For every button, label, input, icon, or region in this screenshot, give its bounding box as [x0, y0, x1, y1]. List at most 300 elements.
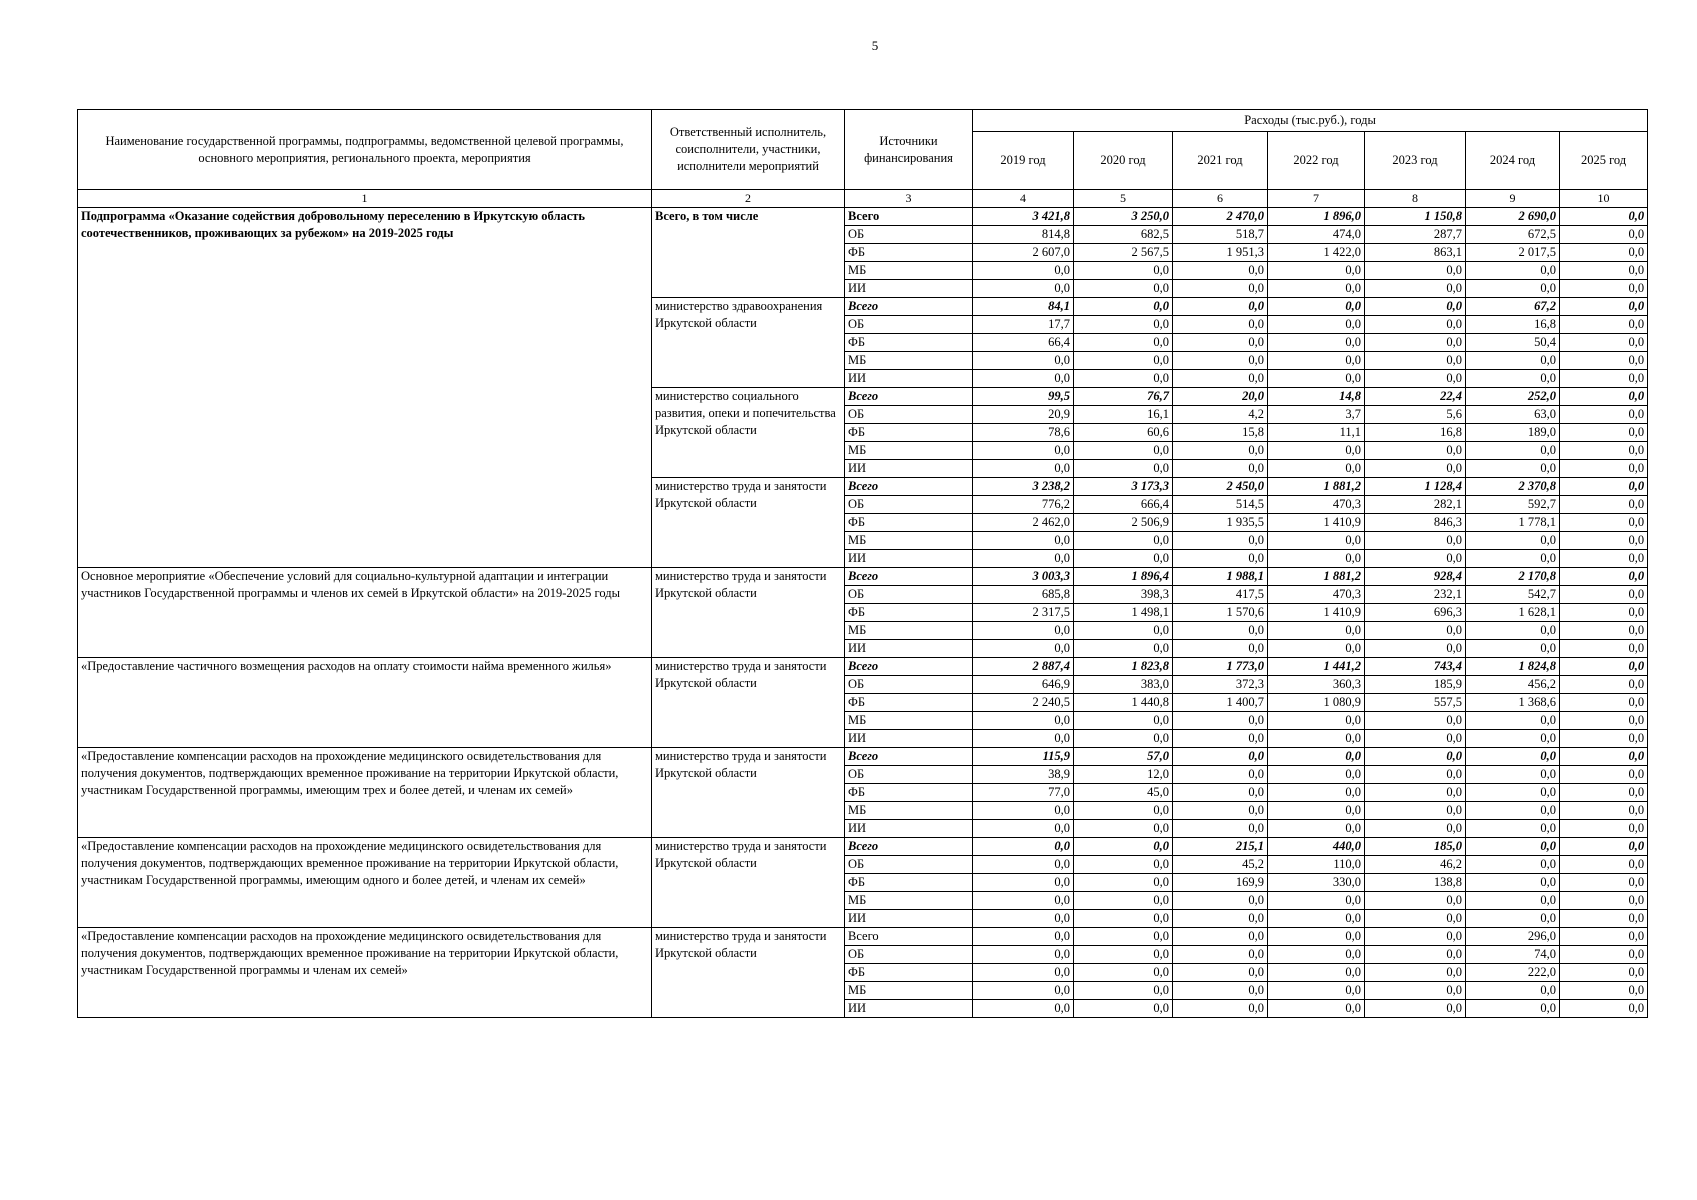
expense-value-cell: 2 887,4 [973, 658, 1074, 676]
expense-value-cell: 1 441,2 [1268, 658, 1365, 676]
funding-source-cell: МБ [845, 982, 973, 1000]
expense-value-cell: 0,0 [1466, 370, 1560, 388]
expense-value-cell: 0,0 [1365, 370, 1466, 388]
funding-source-cell: МБ [845, 262, 973, 280]
expense-value-cell: 682,5 [1074, 226, 1173, 244]
expense-value-cell: 0,0 [1560, 316, 1648, 334]
expense-value-cell: 0,0 [973, 442, 1074, 460]
expense-value-cell: 0,0 [1466, 802, 1560, 820]
expense-value-cell: 1 935,5 [1173, 514, 1268, 532]
funding-source-cell: Всего [845, 928, 973, 946]
expense-value-cell: 0,0 [1074, 640, 1173, 658]
expense-value-cell: 0,0 [1365, 532, 1466, 550]
header-column-number: 7 [1268, 190, 1365, 208]
expense-value-cell: 0,0 [1268, 910, 1365, 928]
expense-value-cell: 0,0 [1173, 640, 1268, 658]
expense-value-cell: 2 567,5 [1074, 244, 1173, 262]
expense-value-cell: 0,0 [1173, 532, 1268, 550]
expense-value-cell: 16,8 [1365, 424, 1466, 442]
expense-value-cell: 0,0 [1074, 280, 1173, 298]
expense-value-cell: 1 080,9 [1268, 694, 1365, 712]
expense-value-cell: 440,0 [1268, 838, 1365, 856]
header-expenses: Расходы (тыс.руб.), годы [973, 110, 1648, 132]
program-name-cell: «Предоставление компенсации расходов на прохождение медицинского освидетельствования для получения документов, подтверждающих временное проживание на территории Иркутской области, участникам Государственной программы и членам их семей» [78, 928, 652, 1018]
expense-value-cell: 0,0 [1173, 442, 1268, 460]
expense-value-cell: 0,0 [1466, 874, 1560, 892]
expense-value-cell: 84,1 [973, 298, 1074, 316]
expense-value-cell: 0,0 [1074, 352, 1173, 370]
expense-value-cell: 0,0 [1074, 820, 1173, 838]
expense-value-cell: 0,0 [1268, 1000, 1365, 1018]
expense-value-cell: 0,0 [1173, 550, 1268, 568]
expense-value-cell: 0,0 [1365, 550, 1466, 568]
funding-source-cell: Всего [845, 478, 973, 496]
table-row [78, 658, 1648, 676]
expense-value-cell: 0,0 [1560, 406, 1648, 424]
executor-cell: министерство труда и занятости Иркутской области [652, 568, 845, 658]
expense-value-cell: 0,0 [1173, 928, 1268, 946]
expense-value-cell: 360,3 [1268, 676, 1365, 694]
expense-value-cell: 0,0 [1560, 802, 1648, 820]
funding-source-cell: ИИ [845, 730, 973, 748]
funding-source-cell: ИИ [845, 820, 973, 838]
funding-source-cell: МБ [845, 442, 973, 460]
expense-value-cell: 0,0 [1365, 316, 1466, 334]
expense-value-cell: 0,0 [1466, 910, 1560, 928]
expense-value-cell: 0,0 [1560, 604, 1648, 622]
expense-value-cell: 0,0 [1560, 478, 1648, 496]
expense-value-cell: 4,2 [1173, 406, 1268, 424]
expense-value-cell: 0,0 [1365, 784, 1466, 802]
expense-value-cell: 20,0 [1173, 388, 1268, 406]
expense-value-cell: 0,0 [973, 964, 1074, 982]
expense-value-cell: 115,9 [973, 748, 1074, 766]
table-row [78, 568, 1648, 586]
expense-value-cell: 3,7 [1268, 406, 1365, 424]
expense-value-cell: 185,9 [1365, 676, 1466, 694]
expense-value-cell: 22,4 [1365, 388, 1466, 406]
expense-value-cell: 1 128,4 [1365, 478, 1466, 496]
expense-value-cell: 0,0 [1466, 748, 1560, 766]
expense-value-cell: 0,0 [1173, 820, 1268, 838]
expense-value-cell: 17,7 [973, 316, 1074, 334]
expense-value-cell: 45,0 [1074, 784, 1173, 802]
expense-value-cell: 0,0 [1560, 226, 1648, 244]
expense-value-cell: 0,0 [1365, 298, 1466, 316]
expense-value-cell: 666,4 [1074, 496, 1173, 514]
expense-value-cell: 542,7 [1466, 586, 1560, 604]
expense-value-cell: 1 628,1 [1466, 604, 1560, 622]
expense-value-cell: 0,0 [1173, 1000, 1268, 1018]
expense-value-cell: 0,0 [1365, 730, 1466, 748]
expense-value-cell: 0,0 [1268, 982, 1365, 1000]
funding-source-cell: ФБ [845, 784, 973, 802]
header-year: 2021 год [1173, 132, 1268, 190]
expense-value-cell: 2 240,5 [973, 694, 1074, 712]
expense-value-cell: 0,0 [1560, 388, 1648, 406]
expense-value-cell: 0,0 [1560, 910, 1648, 928]
expense-value-cell: 696,3 [1365, 604, 1466, 622]
expense-value-cell: 2 170,8 [1466, 568, 1560, 586]
expense-value-cell: 470,3 [1268, 496, 1365, 514]
expense-value-cell: 672,5 [1466, 226, 1560, 244]
expense-value-cell: 0,0 [1560, 208, 1648, 226]
expense-value-cell: 3 250,0 [1074, 208, 1173, 226]
expense-value-cell: 222,0 [1466, 964, 1560, 982]
expense-value-cell: 2 450,0 [1173, 478, 1268, 496]
funding-source-cell: ФБ [845, 604, 973, 622]
expense-value-cell: 14,8 [1268, 388, 1365, 406]
expense-value-cell: 0,0 [1074, 712, 1173, 730]
expense-value-cell: 282,1 [1365, 496, 1466, 514]
expense-value-cell: 0,0 [1173, 784, 1268, 802]
expense-value-cell: 99,5 [973, 388, 1074, 406]
expense-value-cell: 12,0 [1074, 766, 1173, 784]
expense-value-cell: 456,2 [1466, 676, 1560, 694]
expense-value-cell: 0,0 [1466, 820, 1560, 838]
expense-value-cell: 67,2 [1466, 298, 1560, 316]
expense-value-cell: 0,0 [1173, 892, 1268, 910]
expense-value-cell: 0,0 [1466, 838, 1560, 856]
table-row [78, 748, 1648, 766]
expense-value-cell: 138,8 [1365, 874, 1466, 892]
funding-source-cell: ОБ [845, 586, 973, 604]
expense-value-cell: 0,0 [1173, 460, 1268, 478]
expense-value-cell: 1 150,8 [1365, 208, 1466, 226]
funding-source-cell: ОБ [845, 496, 973, 514]
expense-value-cell: 2 462,0 [973, 514, 1074, 532]
expense-value-cell: 0,0 [1466, 280, 1560, 298]
expense-value-cell: 0,0 [1466, 730, 1560, 748]
funding-source-cell: МБ [845, 802, 973, 820]
expense-value-cell: 557,5 [1365, 694, 1466, 712]
expense-value-cell: 0,0 [1173, 730, 1268, 748]
header-column-number: 1 [78, 190, 652, 208]
expense-value-cell: 0,0 [1560, 784, 1648, 802]
expense-value-cell: 0,0 [1074, 460, 1173, 478]
expense-value-cell: 0,0 [1268, 640, 1365, 658]
funding-source-cell: Всего [845, 388, 973, 406]
expense-value-cell: 1 951,3 [1173, 244, 1268, 262]
funding-source-cell: ИИ [845, 640, 973, 658]
expense-value-cell: 0,0 [1560, 298, 1648, 316]
expense-value-cell: 1 778,1 [1466, 514, 1560, 532]
expense-value-cell: 287,7 [1365, 226, 1466, 244]
expense-value-cell: 0,0 [1268, 352, 1365, 370]
expense-value-cell: 38,9 [973, 766, 1074, 784]
expense-value-cell: 0,0 [1560, 676, 1648, 694]
expense-value-cell: 0,0 [1560, 838, 1648, 856]
funding-source-cell: ИИ [845, 280, 973, 298]
expense-value-cell: 1 368,6 [1466, 694, 1560, 712]
expense-value-cell: 0,0 [1560, 280, 1648, 298]
header-column-number: 2 [652, 190, 845, 208]
expense-value-cell: 0,0 [973, 550, 1074, 568]
expense-value-cell: 0,0 [1268, 946, 1365, 964]
expense-value-cell: 1 570,6 [1173, 604, 1268, 622]
expense-value-cell: 0,0 [1560, 244, 1648, 262]
expense-value-cell: 0,0 [1268, 442, 1365, 460]
expense-value-cell: 0,0 [1074, 730, 1173, 748]
expense-value-cell: 0,0 [973, 946, 1074, 964]
expense-value-cell: 0,0 [973, 712, 1074, 730]
funding-source-cell: ФБ [845, 874, 973, 892]
expense-value-cell: 0,0 [1173, 964, 1268, 982]
expense-value-cell: 0,0 [1560, 946, 1648, 964]
expense-value-cell: 0,0 [1074, 370, 1173, 388]
expense-value-cell: 0,0 [1173, 910, 1268, 928]
expense-value-cell: 0,0 [1560, 496, 1648, 514]
expense-value-cell: 0,0 [1466, 712, 1560, 730]
expense-value-cell: 232,1 [1365, 586, 1466, 604]
expense-value-cell: 0,0 [1365, 748, 1466, 766]
expense-value-cell: 0,0 [1365, 928, 1466, 946]
expense-value-cell: 0,0 [1466, 982, 1560, 1000]
expense-value-cell: 0,0 [973, 856, 1074, 874]
expense-value-cell: 1 400,7 [1173, 694, 1268, 712]
funding-source-cell: Всего [845, 658, 973, 676]
expense-value-cell: 1 422,0 [1268, 244, 1365, 262]
expense-value-cell: 0,0 [1560, 568, 1648, 586]
expense-value-cell: 2 317,5 [973, 604, 1074, 622]
header-column-number: 8 [1365, 190, 1466, 208]
executor-cell: министерство труда и занятости Иркутской области [652, 748, 845, 838]
executor-cell: Всего, в том числе [652, 208, 845, 298]
expense-value-cell: 0,0 [973, 820, 1074, 838]
header-column-number: 10 [1560, 190, 1648, 208]
expense-value-cell: 0,0 [1268, 892, 1365, 910]
program-name-cell: «Предоставление частичного возмещения расходов на оплату стоимости найма временного жилья» [78, 658, 652, 748]
expense-value-cell: 0,0 [1365, 442, 1466, 460]
header-year: 2020 год [1074, 132, 1173, 190]
expense-value-cell: 0,0 [1365, 460, 1466, 478]
expense-value-cell: 0,0 [1074, 550, 1173, 568]
funding-source-cell: ФБ [845, 694, 973, 712]
expense-value-cell: 0,0 [1365, 712, 1466, 730]
expense-value-cell: 0,0 [1560, 640, 1648, 658]
expense-value-cell: 0,0 [1268, 460, 1365, 478]
expense-value-cell: 0,0 [1074, 532, 1173, 550]
expense-value-cell: 470,3 [1268, 586, 1365, 604]
header-column-number: 9 [1466, 190, 1560, 208]
expense-value-cell: 0,0 [1268, 748, 1365, 766]
expense-value-cell: 0,0 [973, 640, 1074, 658]
expense-value-cell: 0,0 [1268, 334, 1365, 352]
expense-value-cell: 3 003,3 [973, 568, 1074, 586]
expense-value-cell: 0,0 [1074, 802, 1173, 820]
expense-value-cell: 296,0 [1466, 928, 1560, 946]
expense-value-cell: 0,0 [1268, 262, 1365, 280]
expense-value-cell: 0,0 [1173, 982, 1268, 1000]
expense-value-cell: 1 896,0 [1268, 208, 1365, 226]
expense-value-cell: 0,0 [1560, 982, 1648, 1000]
expense-value-cell: 0,0 [1173, 766, 1268, 784]
expense-value-cell: 1 410,9 [1268, 514, 1365, 532]
expense-value-cell: 0,0 [973, 370, 1074, 388]
funding-source-cell: ФБ [845, 244, 973, 262]
expense-value-cell: 0,0 [1560, 586, 1648, 604]
table-row [78, 838, 1648, 856]
funding-source-cell: ИИ [845, 550, 973, 568]
funding-source-cell: ФБ [845, 514, 973, 532]
expense-value-cell: 0,0 [1365, 622, 1466, 640]
funding-source-cell: ОБ [845, 226, 973, 244]
expense-value-cell: 846,3 [1365, 514, 1466, 532]
expense-value-cell: 0,0 [973, 874, 1074, 892]
expense-value-cell: 0,0 [1268, 316, 1365, 334]
expense-value-cell: 0,0 [1173, 334, 1268, 352]
expense-value-cell: 0,0 [1365, 820, 1466, 838]
expense-value-cell: 189,0 [1466, 424, 1560, 442]
funding-source-cell: ФБ [845, 334, 973, 352]
expense-value-cell: 0,0 [1365, 280, 1466, 298]
expense-value-cell: 417,5 [1173, 586, 1268, 604]
expense-value-cell: 0,0 [1466, 442, 1560, 460]
expense-value-cell: 0,0 [1466, 892, 1560, 910]
expense-value-cell: 1 881,2 [1268, 478, 1365, 496]
expense-value-cell: 0,0 [1268, 712, 1365, 730]
expense-value-cell: 1 988,1 [1173, 568, 1268, 586]
expense-value-cell: 0,0 [1560, 514, 1648, 532]
funding-source-cell: ИИ [845, 910, 973, 928]
expense-value-cell: 77,0 [973, 784, 1074, 802]
expense-value-cell: 0,0 [973, 928, 1074, 946]
expense-value-cell: 0,0 [1560, 334, 1648, 352]
expense-value-cell: 0,0 [1365, 352, 1466, 370]
expense-value-cell: 0,0 [1173, 352, 1268, 370]
expense-value-cell: 74,0 [1466, 946, 1560, 964]
funding-source-cell: ОБ [845, 946, 973, 964]
expense-value-cell: 45,2 [1173, 856, 1268, 874]
funding-source-cell: Всего [845, 748, 973, 766]
expense-value-cell: 3 238,2 [973, 478, 1074, 496]
expense-value-cell: 0,0 [1268, 280, 1365, 298]
expense-value-cell: 46,2 [1365, 856, 1466, 874]
expense-value-cell: 0,0 [1268, 820, 1365, 838]
expense-value-cell: 15,8 [1173, 424, 1268, 442]
program-name-cell: «Предоставление компенсации расходов на прохождение медицинского освидетельствования для получения документов, подтверждающих временное проживание на территории Иркутской области, участникам Государственной программы, имеющим одного и более детей, и членам их семей» [78, 838, 652, 928]
expense-value-cell: 0,0 [1560, 370, 1648, 388]
expense-value-cell: 0,0 [1268, 550, 1365, 568]
expense-value-cell: 776,2 [973, 496, 1074, 514]
expense-value-cell: 0,0 [1365, 964, 1466, 982]
expense-value-cell: 743,4 [1365, 658, 1466, 676]
expense-value-cell: 646,9 [973, 676, 1074, 694]
expense-value-cell: 518,7 [1173, 226, 1268, 244]
expense-value-cell: 0,0 [1268, 928, 1365, 946]
expense-value-cell: 0,0 [1560, 748, 1648, 766]
expense-value-cell: 0,0 [1365, 910, 1466, 928]
expense-value-cell: 0,0 [973, 730, 1074, 748]
expense-value-cell: 1 498,1 [1074, 604, 1173, 622]
expense-value-cell: 0,0 [1173, 298, 1268, 316]
funding-source-cell: ФБ [845, 964, 973, 982]
expense-value-cell: 0,0 [973, 802, 1074, 820]
expense-value-cell: 76,7 [1074, 388, 1173, 406]
expense-value-cell: 0,0 [1560, 262, 1648, 280]
funding-source-cell: Всего [845, 568, 973, 586]
expense-value-cell: 0,0 [973, 838, 1074, 856]
expense-value-cell: 0,0 [1268, 730, 1365, 748]
expense-value-cell: 592,7 [1466, 496, 1560, 514]
expense-value-cell: 0,0 [1466, 784, 1560, 802]
expense-value-cell: 11,1 [1268, 424, 1365, 442]
funding-source-cell: ОБ [845, 766, 973, 784]
expense-value-cell: 2 690,0 [1466, 208, 1560, 226]
expense-value-cell: 1 410,9 [1268, 604, 1365, 622]
expense-value-cell: 0,0 [1173, 622, 1268, 640]
expense-value-cell: 0,0 [973, 280, 1074, 298]
expense-value-cell: 2 017,5 [1466, 244, 1560, 262]
expense-value-cell: 0,0 [1074, 874, 1173, 892]
header-column-number: 5 [1074, 190, 1173, 208]
expense-value-cell: 0,0 [1365, 946, 1466, 964]
expense-value-cell: 0,0 [1466, 622, 1560, 640]
expense-value-cell: 0,0 [1466, 550, 1560, 568]
expense-value-cell: 0,0 [1560, 766, 1648, 784]
funding-source-cell: Всего [845, 838, 973, 856]
expense-value-cell: 0,0 [1560, 712, 1648, 730]
expense-value-cell: 215,1 [1173, 838, 1268, 856]
header-column-number: 3 [845, 190, 973, 208]
expense-value-cell: 0,0 [1173, 370, 1268, 388]
table-row [78, 208, 1648, 226]
expense-value-cell: 0,0 [1074, 946, 1173, 964]
expense-value-cell: 3 421,8 [973, 208, 1074, 226]
expense-value-cell: 0,0 [1560, 622, 1648, 640]
expense-value-cell: 0,0 [1560, 658, 1648, 676]
expense-value-cell: 0,0 [1560, 856, 1648, 874]
expense-value-cell: 0,0 [1268, 370, 1365, 388]
expense-value-cell: 0,0 [1560, 460, 1648, 478]
expense-value-cell: 0,0 [1074, 334, 1173, 352]
expense-value-cell: 474,0 [1268, 226, 1365, 244]
funding-source-cell: ОБ [845, 316, 973, 334]
expense-value-cell: 0,0 [1365, 892, 1466, 910]
expense-value-cell: 0,0 [973, 460, 1074, 478]
expense-value-cell: 0,0 [1074, 838, 1173, 856]
funding-source-cell: ФБ [845, 424, 973, 442]
funding-source-cell: МБ [845, 532, 973, 550]
funding-source-cell: ОБ [845, 856, 973, 874]
header-column-number: 4 [973, 190, 1074, 208]
expense-value-cell: 0,0 [973, 982, 1074, 1000]
expense-value-cell: 0,0 [1074, 856, 1173, 874]
expense-value-cell: 0,0 [1466, 1000, 1560, 1018]
expense-value-cell: 0,0 [1466, 352, 1560, 370]
expense-value-cell: 50,4 [1466, 334, 1560, 352]
table-row [78, 928, 1648, 946]
expense-value-cell: 0,0 [1365, 766, 1466, 784]
expense-value-cell: 0,0 [1173, 712, 1268, 730]
expense-value-cell: 0,0 [1365, 1000, 1466, 1018]
header-year: 2022 год [1268, 132, 1365, 190]
expense-value-cell: 63,0 [1466, 406, 1560, 424]
header-year: 2023 год [1365, 132, 1466, 190]
expense-value-cell: 398,3 [1074, 586, 1173, 604]
expense-value-cell: 0,0 [973, 892, 1074, 910]
expense-value-cell: 2 506,9 [1074, 514, 1173, 532]
expense-value-cell: 0,0 [1560, 1000, 1648, 1018]
executor-cell: министерство социального развития, опеки и попечительства Иркутской области [652, 388, 845, 478]
funding-source-cell: МБ [845, 622, 973, 640]
expense-value-cell: 2 370,8 [1466, 478, 1560, 496]
header-year: 2025 год [1560, 132, 1648, 190]
expense-value-cell: 1 773,0 [1173, 658, 1268, 676]
funding-source-cell: МБ [845, 352, 973, 370]
expense-value-cell: 0,0 [1268, 622, 1365, 640]
funding-source-cell: ОБ [845, 676, 973, 694]
